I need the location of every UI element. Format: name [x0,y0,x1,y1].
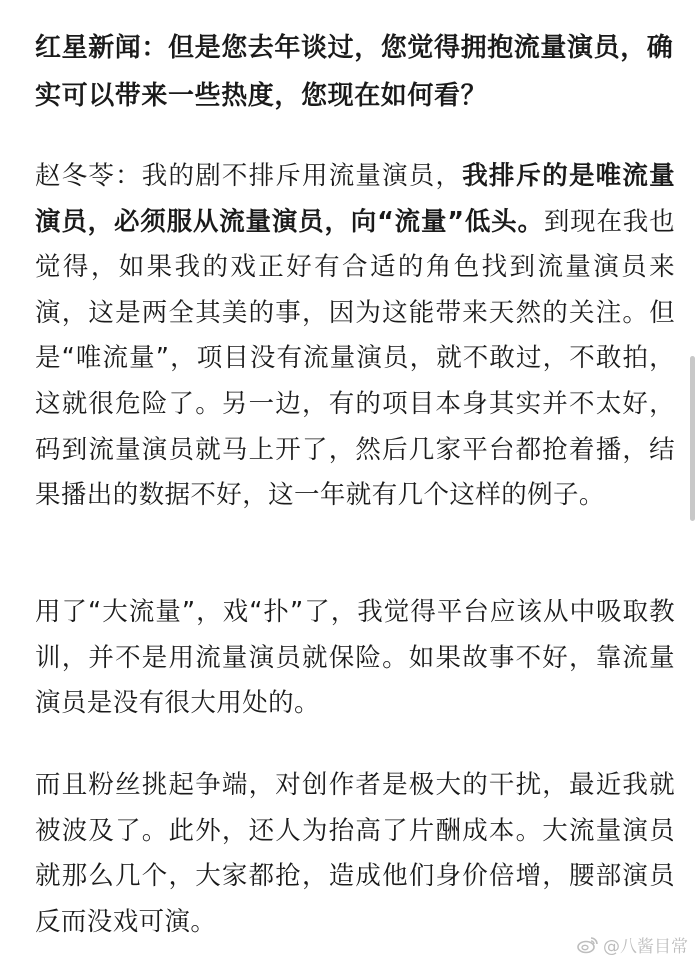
watermark [577,932,688,957]
speaker-name: 赵冬苓： [35,161,142,191]
answer-paragraph-2: 用了“大流量”，戏“扑”了，我觉得平台应该从中吸取教训，并不是用流量演员就保险。如果故事不好，靠流量演员是没有很大用处的。 [35,597,675,719]
watermark-text: @八酱目常 [603,937,688,957]
interview-question: 红星新闻：但是您去年谈过，您觉得拥抱流量演员，确实可以带来一些热度，您现在如何看？ [35,33,674,111]
answer-emphasis: 我排斥的是唯流量演员，必须服从流量演员，向“流量”低头。 [35,161,675,237]
article [35,24,675,937]
weibo-icon [577,936,599,954]
answer-paragraph-3: 而且粉丝挑起争端，对创作者是极大的干扰，最近我就被波及了。此外，还人为抬高了片酬成本。大流量演员就那么几个，大家都抢，造成他们身价倍增，腰部演员反而没戏可演。 [35,770,675,937]
answer-text-continued: 到现在我也觉得，如果我的戏正好有合适的角色找到流量演员来演，这是两全其美的事，因为这能带来天然的关注。但是“唯流量”，项目没有流量演员，就不敢过，不敢拍，这就很危险了。另一边，有的项目本身其实并不太好，码到流量演员就马上开了，然后几家平台都抢着播，结果播出的数据不好，这一年就有几个这样的例子。 [35,206,675,511]
answer-paragraph-1 [35,154,675,519]
answer-text: 我的剧不排斥用流量演员， [141,161,463,191]
scrollbar-thumb[interactable] [690,356,695,521]
